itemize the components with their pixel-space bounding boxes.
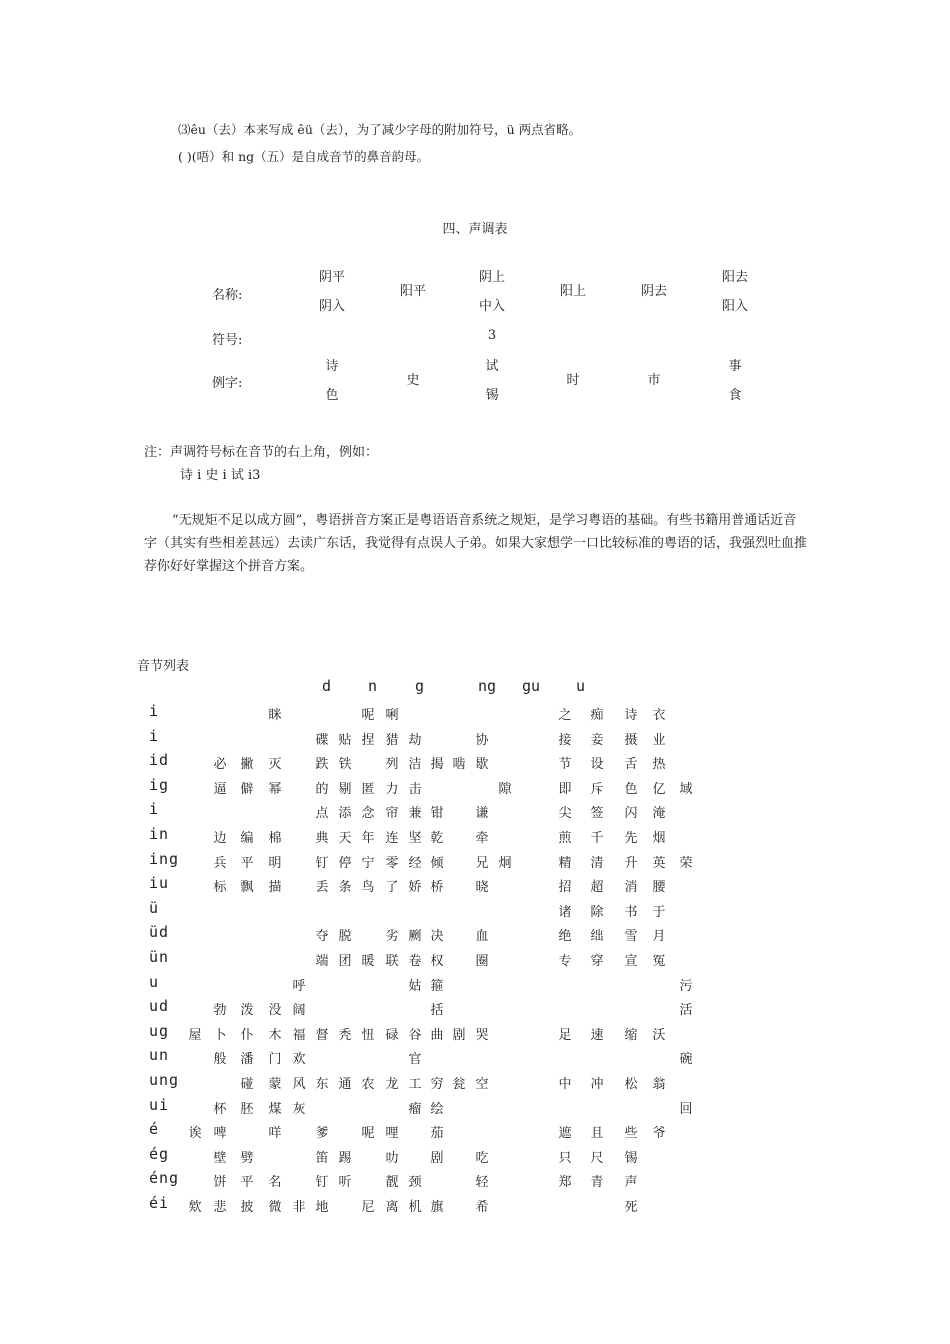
syllable-char: 典 xyxy=(315,831,329,846)
syllable-char: 血 xyxy=(475,929,489,945)
syllable-char: 千 xyxy=(590,831,604,846)
syllable-char: 乾 xyxy=(430,831,444,846)
syllable-char: 劈 xyxy=(240,1150,254,1166)
syllable-char: 吃 xyxy=(475,1150,489,1166)
tone-example-5-line: 食 xyxy=(728,388,742,403)
syllable-char: 门 xyxy=(268,1052,282,1068)
syllable-char: 之 xyxy=(558,708,572,723)
syllable-char: 木 xyxy=(268,1027,282,1043)
syllable-char: 逼 xyxy=(213,781,227,797)
tone-name-1 xyxy=(388,277,438,306)
syllable-char: 地 xyxy=(315,1200,329,1215)
syllable-char: 招 xyxy=(558,880,572,896)
syllable-char: 欸 xyxy=(188,1200,202,1215)
syllable-char: 碟 xyxy=(315,732,329,748)
initial-header: u xyxy=(576,677,586,695)
tone-example-0-line: 诗 xyxy=(325,359,339,374)
syllable-char: 协 xyxy=(475,732,489,748)
tone-example-2-line: 锡 xyxy=(485,388,499,403)
tone-note-line-1: 注：声调符号标在音节的右上角，例如： xyxy=(144,445,379,460)
syllable-char: 钉 xyxy=(315,855,329,871)
syllable-char: 仆 xyxy=(240,1027,254,1043)
syllable-char: 姑 xyxy=(408,978,422,994)
syllable-char: 哭 xyxy=(475,1027,489,1043)
syllable-char: 尖 xyxy=(558,806,572,822)
final-label: un xyxy=(149,1046,170,1065)
initial-header: g xyxy=(415,677,425,695)
syllable-char: 郑 xyxy=(558,1175,572,1191)
tone-note-line-2: 诗 i 史 i 试 i3 xyxy=(180,468,261,483)
syllable-char: 希 xyxy=(475,1200,489,1215)
syllable-char: 亿 xyxy=(652,781,666,797)
syllable-char: 劂 xyxy=(408,929,422,945)
syllable-char: 谦 xyxy=(475,806,489,822)
syllable-char: 夺 xyxy=(315,929,329,945)
syllable-char: 飘 xyxy=(240,880,254,896)
syllable-char: 捏 xyxy=(361,732,375,748)
initial-header: gu xyxy=(522,677,541,695)
syllable-char: 呢 xyxy=(361,708,375,723)
tone-name-0-line: 阴入 xyxy=(318,299,345,314)
syllable-char: 揭 xyxy=(430,757,444,773)
syllable-char: 僻 xyxy=(240,781,254,797)
syllable-char: 颈 xyxy=(408,1175,422,1191)
syllable-char: 谷 xyxy=(408,1027,422,1043)
syllable-char: 啮 xyxy=(452,757,466,773)
syllable-char: 秃 xyxy=(338,1027,352,1043)
syllable-char: 官 xyxy=(408,1052,422,1068)
syllable-char: 脱 xyxy=(338,929,352,945)
tone-example-5-line: 事 xyxy=(728,359,742,374)
syllable-char: 匿 xyxy=(361,781,375,797)
syllable-char: 灰 xyxy=(292,1101,306,1117)
syllable-char: 壁 xyxy=(213,1150,227,1166)
syllable-char: 的 xyxy=(315,781,329,797)
syllable-char: 通 xyxy=(338,1077,352,1092)
syllable-char: 非 xyxy=(292,1200,306,1215)
syllable-char: 回 xyxy=(679,1101,693,1117)
syllable-char: 碗 xyxy=(679,1052,693,1068)
syllable-char: 中 xyxy=(558,1077,572,1092)
syllable-char: 披 xyxy=(240,1200,254,1215)
syllable-char: 尼 xyxy=(361,1200,375,1215)
syllable-char: 桥 xyxy=(430,880,444,896)
syllable-char: 腰 xyxy=(652,880,666,896)
syllable-char: 精 xyxy=(558,855,572,871)
syllable-char: 绌 xyxy=(590,929,604,945)
syllable-char: 业 xyxy=(652,732,666,748)
syllable-char: 权 xyxy=(430,954,444,969)
syllable-char: 杯 xyxy=(213,1101,227,1117)
syllable-char: 污 xyxy=(679,978,693,994)
syllable-char: 闪 xyxy=(624,806,638,822)
syllable-char: 描 xyxy=(268,880,282,896)
syllable-char: 煎 xyxy=(558,831,572,846)
syllable-char: 编 xyxy=(240,831,254,846)
syllable-char: 瘤 xyxy=(408,1101,422,1117)
tone-name-0 xyxy=(307,263,357,321)
syllable-char: 碰 xyxy=(240,1077,254,1092)
syllable-char: 跌 xyxy=(315,757,329,773)
final-label: in xyxy=(149,825,170,843)
syllable-char: 机 xyxy=(408,1200,422,1215)
syllable-char: 足 xyxy=(558,1027,572,1043)
syllable-char: 域 xyxy=(679,781,693,797)
syllable-char: 碌 xyxy=(385,1027,399,1043)
syllable-char: 呼 xyxy=(292,978,306,994)
syllable-char: 点 xyxy=(315,806,329,822)
syllable-char: 劣 xyxy=(385,929,399,945)
syllable-char: 烟 xyxy=(652,831,666,846)
tone-row-label-name: 名称: xyxy=(212,288,243,303)
syllable-char: 名 xyxy=(268,1175,282,1191)
syllable-char: 勃 xyxy=(213,1003,227,1019)
final-label: i xyxy=(149,800,160,819)
syllable-char: 炯 xyxy=(498,855,512,871)
final-label: u xyxy=(149,972,160,991)
syllable-char: 击 xyxy=(408,781,422,797)
syllable-char: 圈 xyxy=(475,954,489,969)
syllable-char: 歇 xyxy=(475,757,489,773)
tone-example-4-line: 市 xyxy=(647,373,661,388)
syllable-char: 福 xyxy=(292,1027,306,1043)
final-label: ü xyxy=(149,898,160,917)
syllable-char: 些 xyxy=(624,1126,638,1142)
syllable-char: 添 xyxy=(338,806,352,822)
syllable-char: 丢 xyxy=(315,880,329,896)
syllable-char: 绝 xyxy=(558,929,572,945)
syllable-char: 悲 xyxy=(213,1200,227,1215)
syllable-char: 剧 xyxy=(452,1027,466,1043)
syllable-char: 剔 xyxy=(338,781,352,797)
syllable-char: 劫 xyxy=(408,732,422,748)
syllable-char: 只 xyxy=(558,1150,572,1166)
tone-example-1 xyxy=(388,366,438,395)
syllable-char: 棉 xyxy=(268,831,282,846)
syllable-char: 踢 xyxy=(338,1150,352,1166)
final-label: ig xyxy=(149,775,170,794)
syllable-char: 鸟 xyxy=(361,880,375,896)
syllable-char: 阔 xyxy=(292,1003,306,1019)
syllable-char: 死 xyxy=(624,1200,638,1215)
syllable-char: 饼 xyxy=(213,1175,227,1191)
syllable-char: 即 xyxy=(558,781,572,797)
note-line-1: ⑶êu（去）本来写成 êü（去），为了减少字母的附加符号，ü 两点省略。 xyxy=(178,122,582,137)
syllable-char: 斥 xyxy=(590,781,604,797)
final-label: iu xyxy=(149,874,170,893)
syllable-char: 念 xyxy=(361,806,375,822)
syllable-char: 速 xyxy=(590,1027,604,1043)
syllable-char: 力 xyxy=(385,781,399,797)
final-label: i xyxy=(149,702,160,720)
syllable-char: 蒙 xyxy=(268,1077,282,1092)
syllable-char: 冤 xyxy=(652,954,666,969)
tone-name-3-line: 阳上 xyxy=(559,284,586,299)
tone-table-title: 四、声调表 xyxy=(442,222,508,237)
syllable-char: 决 xyxy=(430,929,444,945)
syllable-char: 条 xyxy=(338,880,352,896)
syllable-char: 年 xyxy=(361,831,375,846)
syllable-char: 零 xyxy=(385,855,399,871)
syllable-char: 平 xyxy=(240,1175,254,1191)
syllable-char: 专 xyxy=(558,954,572,969)
syllable-char: 风 xyxy=(292,1077,306,1092)
syllable-char: 爷 xyxy=(652,1126,666,1142)
syllable-char: 煤 xyxy=(268,1101,282,1117)
syllable-char: 箍 xyxy=(430,978,444,994)
syllable-char: 雪 xyxy=(624,929,638,945)
tone-name-2-line: 阴上 xyxy=(478,270,505,285)
syllable-char: 幂 xyxy=(268,781,282,797)
syllable-char: 空 xyxy=(475,1077,489,1092)
syllable-char: 兵 xyxy=(213,855,227,871)
initial-header: n xyxy=(368,677,378,695)
syllable-char: 屋 xyxy=(188,1027,202,1043)
syllable-char: 声 xyxy=(624,1175,638,1191)
syllable-char: 隙 xyxy=(498,781,512,797)
syllable-char: 节 xyxy=(558,757,572,773)
syllable-char: 先 xyxy=(624,831,638,846)
syllable-char: 清 xyxy=(590,855,604,871)
syllable-char: 穷 xyxy=(430,1077,444,1092)
tone-example-4 xyxy=(629,366,679,395)
syllable-char: 穿 xyxy=(590,954,604,969)
final-label: ün xyxy=(149,948,170,966)
syllable-char: 茄 xyxy=(430,1126,444,1142)
final-label: éi xyxy=(149,1194,170,1212)
syllable-char: 兄 xyxy=(475,855,489,871)
syllable-char: 冲 xyxy=(590,1077,604,1092)
syllable-char: 列 xyxy=(385,757,399,773)
syllable-char: 翁 xyxy=(652,1077,666,1092)
syllable-char: 经 xyxy=(408,855,422,871)
syllable-char: 猎 xyxy=(385,732,399,748)
syllable-char: 除 xyxy=(590,904,604,920)
tone-example-1-line: 史 xyxy=(406,373,420,388)
syllable-char: 缩 xyxy=(624,1027,638,1043)
tone-row-label-example: 例字: xyxy=(212,376,243,391)
syllable-char: 团 xyxy=(338,954,352,969)
tone-name-2 xyxy=(467,263,517,321)
syllable-char: 且 xyxy=(590,1126,604,1142)
syllable-char: 灭 xyxy=(268,757,282,773)
tone-example-5 xyxy=(710,352,760,410)
syllable-char: 龙 xyxy=(385,1077,399,1092)
final-label: id xyxy=(149,751,170,770)
syllable-char: 宁 xyxy=(361,855,375,871)
syllable-char: 笛 xyxy=(315,1150,329,1166)
syllable-char: 曲 xyxy=(430,1027,444,1043)
final-label: üd xyxy=(149,923,170,942)
syllable-char: 工 xyxy=(408,1077,422,1092)
syllable-char: 钉 xyxy=(315,1175,329,1191)
final-label: ég xyxy=(149,1144,170,1163)
syllable-char: 眯 xyxy=(268,708,282,723)
syllable-char: 叻 xyxy=(385,1150,399,1166)
tone-symbol-2: 3 xyxy=(487,328,497,343)
syllable-char: 升 xyxy=(624,855,638,871)
syllable-char: 洁 xyxy=(408,757,422,773)
final-label: i xyxy=(149,726,160,745)
syllable-char: 了 xyxy=(385,880,399,896)
syllable-char: 天 xyxy=(338,831,352,846)
tone-example-3-line: 时 xyxy=(566,373,580,388)
syllable-char: 铁 xyxy=(338,757,352,773)
syllable-char: 唎 xyxy=(385,708,399,723)
syllable-char: 停 xyxy=(338,855,352,871)
syllable-char: 诸 xyxy=(558,904,572,920)
final-label: ung xyxy=(149,1071,180,1089)
syllable-char: 签 xyxy=(590,806,604,822)
syllable-char: 瓮 xyxy=(452,1077,466,1092)
tone-example-3 xyxy=(548,366,598,395)
syllable-char: 剧 xyxy=(430,1150,444,1166)
syllable-char: 暖 xyxy=(361,954,375,969)
syllable-char: 靓 xyxy=(385,1175,399,1191)
syllable-char: 平 xyxy=(240,855,254,871)
initial-header: d xyxy=(322,677,332,695)
syllable-char: 轻 xyxy=(475,1175,489,1191)
syllable-char: 连 xyxy=(385,831,399,846)
syllable-char: 妾 xyxy=(590,732,604,748)
final-label: éng xyxy=(149,1169,180,1188)
syllable-char: 爹 xyxy=(315,1126,329,1142)
syllable-char: 边 xyxy=(213,831,227,846)
syllable-char: 诶 xyxy=(188,1126,202,1142)
syllable-char: 牵 xyxy=(475,831,489,846)
syllable-char: 联 xyxy=(385,954,399,969)
syllable-char: 于 xyxy=(652,904,666,920)
syllable-char: 英 xyxy=(652,855,666,871)
tone-name-5-line: 阳入 xyxy=(721,299,748,314)
syllable-char: 热 xyxy=(652,757,666,773)
syllable-char: 舌 xyxy=(624,757,638,773)
syllable-char: 卷 xyxy=(408,954,422,969)
tone-example-0 xyxy=(307,352,357,410)
syllable-char: 超 xyxy=(590,880,604,896)
tone-example-0-line: 色 xyxy=(325,388,339,403)
tone-example-2 xyxy=(467,352,517,410)
syllable-char: 晓 xyxy=(475,880,489,896)
syllable-char: 欢 xyxy=(292,1052,306,1068)
initial-header: ng xyxy=(478,677,497,695)
tone-name-2-line: 中入 xyxy=(478,299,505,314)
syllable-char: 东 xyxy=(315,1077,329,1092)
syllable-char: 括 xyxy=(430,1003,444,1019)
syllable-table-title: 音节列表 xyxy=(137,659,190,674)
syllable-char: 胚 xyxy=(240,1101,254,1117)
syllable-char: 衣 xyxy=(652,708,666,723)
syllable-char: 离 xyxy=(385,1200,399,1215)
syllable-char: 活 xyxy=(679,1003,693,1019)
syllable-char: 设 xyxy=(590,757,604,773)
syllable-char: 明 xyxy=(268,855,282,871)
tone-name-1-line: 阳平 xyxy=(399,284,426,299)
syllable-char: 沃 xyxy=(652,1027,666,1043)
syllable-char: 淹 xyxy=(652,806,666,822)
syllable-char: 痴 xyxy=(590,708,604,723)
syllable-char: 哩 xyxy=(385,1126,399,1142)
syllable-char: 钳 xyxy=(430,806,444,822)
syllable-char: 督 xyxy=(315,1027,329,1043)
syllable-char: 娇 xyxy=(408,880,422,896)
intro-paragraph: “无规矩不足以成方圆”，粤语拼音方案正是粤语语音系统之规矩，是学习粤语的基础。有些书籍用普通话近音字（其实有些相差甚远）去读广东话，我觉得有点误人子弟。如果大家想学一口比较标准的粤语的话，我强烈吐血推荐你好好掌握这个拼音方案。 xyxy=(144,513,808,574)
syllable-char: 宣 xyxy=(624,954,638,969)
final-label: ing xyxy=(149,849,180,868)
tone-name-5 xyxy=(710,263,760,321)
syllable-char: 标 xyxy=(213,880,227,896)
tone-name-0-line: 阴平 xyxy=(318,270,345,285)
syllable-char: 松 xyxy=(624,1077,638,1092)
syllable-char: 旗 xyxy=(430,1200,444,1215)
final-label: ud xyxy=(149,997,170,1016)
syllable-char: 坚 xyxy=(408,831,422,846)
syllable-char: 撇 xyxy=(240,757,254,773)
syllable-char: 咩 xyxy=(268,1126,282,1142)
syllable-char: 呢 xyxy=(361,1126,375,1142)
final-label: ug xyxy=(149,1021,170,1040)
syllable-char: 色 xyxy=(624,781,638,797)
final-label: ui xyxy=(149,1095,170,1114)
syllable-char: 端 xyxy=(315,954,329,969)
syllable-char: 啤 xyxy=(213,1126,227,1142)
syllable-char: 月 xyxy=(652,929,666,945)
syllable-char: 忸 xyxy=(361,1027,375,1043)
syllable-char: 潘 xyxy=(240,1052,254,1068)
syllable-char: 尺 xyxy=(590,1150,604,1166)
syllable-char: 微 xyxy=(268,1200,282,1215)
syllable-char: 农 xyxy=(361,1077,375,1092)
syllable-char: 没 xyxy=(268,1003,282,1019)
syllable-char: 绘 xyxy=(430,1101,444,1117)
syllable-char: 消 xyxy=(624,880,638,896)
syllable-char: 泼 xyxy=(240,1003,254,1019)
syllable-char: 锡 xyxy=(624,1150,638,1166)
syllable-char: 青 xyxy=(590,1175,604,1191)
syllable-char: 兼 xyxy=(408,806,422,822)
syllable-char: 摄 xyxy=(624,732,638,748)
tone-name-4-line: 阴去 xyxy=(640,284,667,299)
tone-name-3 xyxy=(548,277,598,306)
tone-name-5-line: 阳去 xyxy=(721,270,748,285)
syllable-char: 荣 xyxy=(679,855,693,871)
syllable-char: 听 xyxy=(338,1175,352,1191)
final-label: é xyxy=(149,1120,160,1139)
tone-example-2-line: 试 xyxy=(485,359,499,374)
syllable-char: 卜 xyxy=(213,1027,227,1043)
tone-name-4 xyxy=(629,277,679,306)
syllable-char: 帘 xyxy=(385,806,399,822)
syllable-char: 倾 xyxy=(430,855,444,871)
syllable-char: 必 xyxy=(213,757,227,773)
syllable-char: 般 xyxy=(213,1052,227,1068)
syllable-char: 诗 xyxy=(624,708,638,723)
tone-row-label-symbol: 符号: xyxy=(212,333,243,348)
note-line-2: ( )(唔）和 ng（五）是自成音节的鼻音韵母。 xyxy=(178,149,430,164)
syllable-char: 书 xyxy=(624,904,638,920)
syllable-char: 接 xyxy=(558,732,572,748)
syllable-char: 贴 xyxy=(338,732,352,748)
syllable-char: 遮 xyxy=(558,1126,572,1142)
